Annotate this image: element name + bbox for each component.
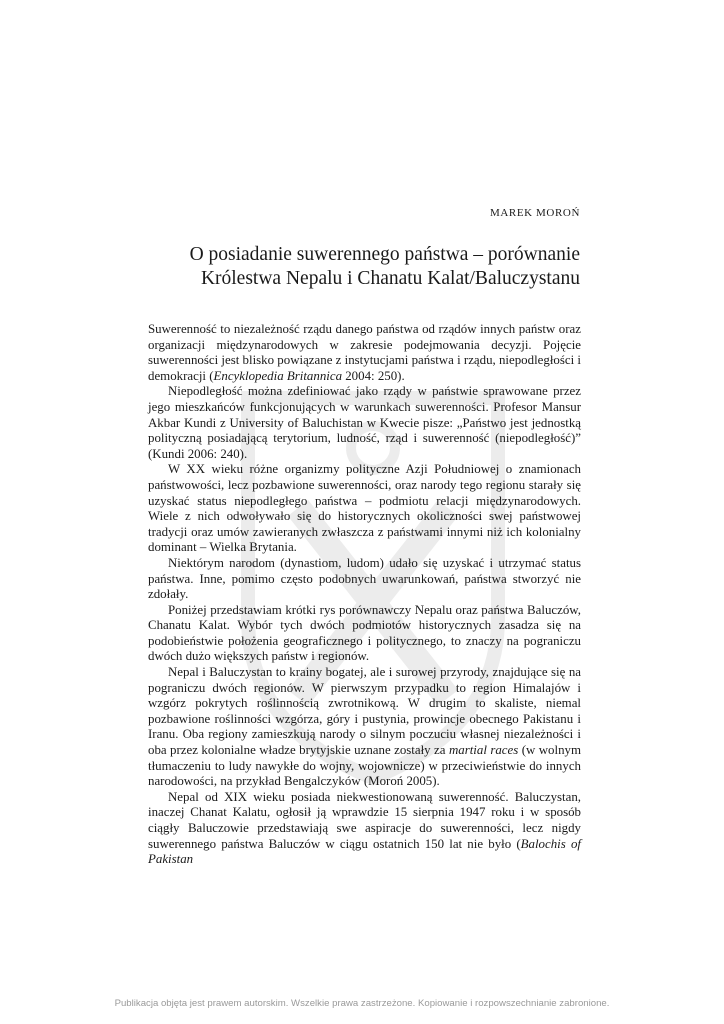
paragraph-4: Niektórym narodom (dynastiom, ludom) udało się uzyskać i utrzymać status państwa. Inne, pomimo często podobnych uwarunkowań, państwa stworzyć nie zdołały. — [148, 555, 581, 602]
paragraph-5: Poniżej przedstawiam krótki rys porównawczy Nepalu oraz państwa Baluczów, Chanatu Kalat. Wybór tych dwóch podmiotów historycznych zasadza się na podobieństwie położenia geograficznego i politycznego, to znaczy na pograniczu dwóch dużo większych państw i regionów. — [148, 602, 581, 664]
paragraph-6 — [148, 665, 581, 790]
paragraph-7 — [148, 790, 581, 868]
article-title — [140, 243, 580, 291]
paragraph-text: Nepal od XIX wieku posiada niekwestionowaną suwerenność. Baluczystan, inaczej Chanat Kalatu, ogłosił ją wprawdzie 15 sierpnia 1947 roku i w sposób ciągły Baluczowie przedstawiają swe aspiracje do suwerenności, lecz nigdy suwerennego państwa Baluczów w ciągu ostatnich 150 lat nie było ( — [148, 789, 581, 851]
paragraph-1 — [148, 322, 581, 384]
paragraph-text: 2004: 250). — [342, 368, 405, 383]
paragraph-2: Niepodległość można zdefiniować jako rządy w państwie sprawowane przez jego mieszkańców funkcjonujących w warunkach suwerenności. Profesor Mansur Akbar Kundi z University of Baluchistan w Kwecie pisze: „Państwo jest jednostką polityczną posiadającą terytorium, ludność, rząd i suwerenność (niepodległość)” (Kundi 2006: 240). — [148, 384, 581, 461]
paragraph-text: Suwerenność to niezależność rządu danego państwa od rządów innych państw oraz organizacji międzynarodowych w zakresie podejmowania decyzji. Pojęcie suwerenności jest blisko powiązane z instytucjami państwa i rządu, niepodległości i demokracji ( — [148, 322, 581, 383]
italic-term: martial races — [448, 743, 519, 758]
citation-title: Encyklopedia Britannica — [213, 368, 343, 383]
article-body — [148, 322, 581, 868]
paragraph-text: (w wolnym tłumaczeniu to ludy nawykłe do wojny, wojownicze) w przeciwieństwie do innych narodowości, na przykład Bengalczyków (Moroń 2005). — [148, 743, 581, 789]
title-line-2: Królestwa Nepalu i Chanatu Kalat/Baluczystanu — [200, 268, 580, 289]
paragraph-text: Nepal i Baluczystan to krainy bogatej, ale i surowej przyrody, znajdujące się na pograniczu dwóch regionów. W pierwszym przypadku to region Himalajów i wzgórz pokrytych roślinnością zwrotnikową. W drugim to skaliste, niemal pozbawione roślinności wzgórza, góry i pustynia, prowincje obecnego Pakistanu i Iranu. Oba regiony zamieszkują narody o silnym poczuciu własnej niezależności i oba przez kolonialne władze brytyjskie uznane zostały za — [148, 665, 581, 758]
paragraph-3: W XX wieku różne organizmy polityczne Azji Południowej o znamionach państwowości, lecz pozbawione suwerenności, oraz narody tego regionu starały się uzyskać status niepodległego państwa – podmiotu relacji międzynarodowych. Wiele z nich odwoływało się do historycznych okoliczności swej państwowej tradycji oraz umów zawieranych zwłaszcza z państwami innymi niż ich kolonialny dominant – Wielka Brytania. — [148, 462, 581, 555]
author-name: MAREK MOROŃ — [489, 207, 580, 219]
copyright-notice: Publikacja objęta jest prawem autorskim. Wszelkie prawa zastrzeżone. Kopiowanie i rozpowszechnianie zabronione. — [114, 998, 610, 1009]
citation-title: Balochis of Pakistan — [148, 836, 581, 867]
title-line-1: O posiadanie suwerennego państwa – porównanie — [189, 244, 580, 265]
